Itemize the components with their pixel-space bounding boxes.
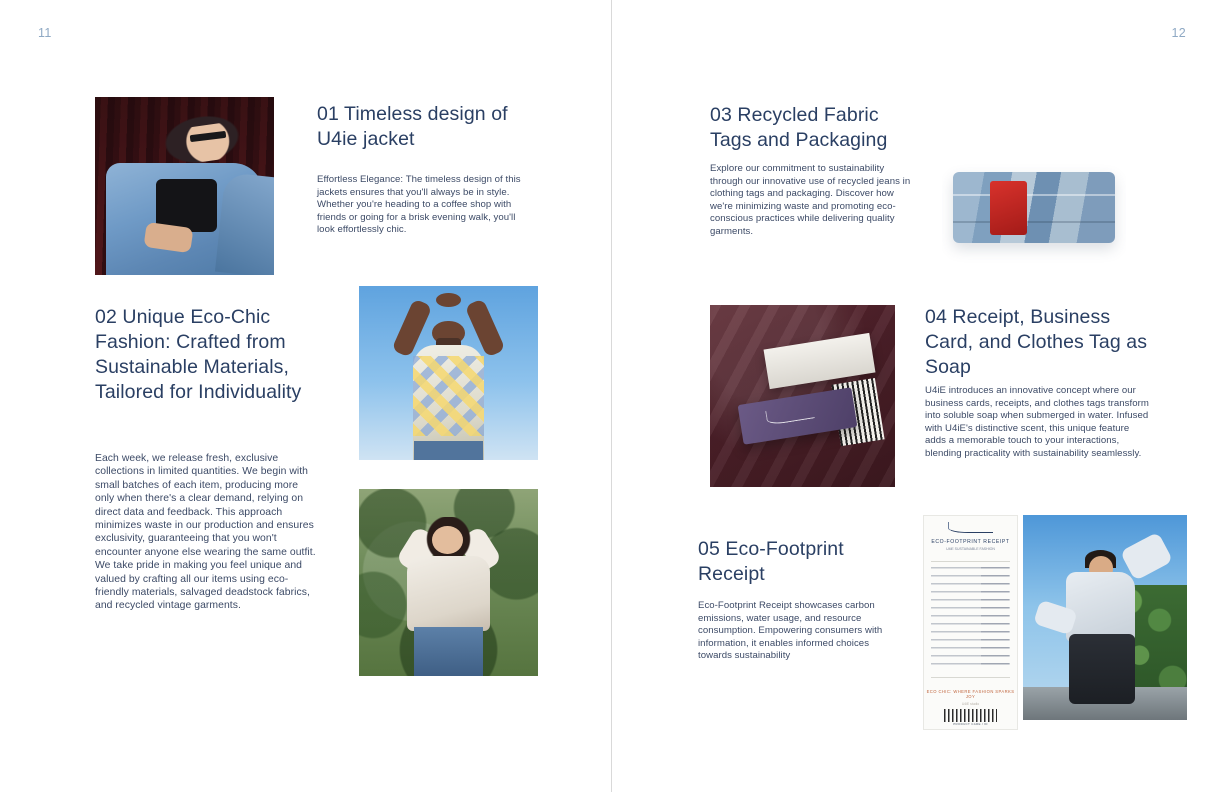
image-denim-stack <box>942 140 1126 275</box>
article-01-body: Effortless Elegance: The timeless design of this jackets ensures that you'll always be in style. Whether you're heading to a coffee shop with friends or going for a brisk evening walk, you'll look effortlessly chic. <box>317 174 521 236</box>
receipt-subtitle: U4iE SUSTAINABLE FASHION <box>946 546 995 551</box>
image-jumping-man <box>1023 515 1187 720</box>
image-silk-cards <box>710 305 895 487</box>
image-eco-receipt <box>923 515 1018 730</box>
receipt-slogan-sub: U4iE studio <box>961 701 980 706</box>
image-garden-sweater <box>359 489 538 676</box>
barcode-icon <box>944 709 996 722</box>
article-01-headline: 01 Timeless design of U4ie jacket <box>317 103 508 150</box>
image-sky-dancer <box>359 286 538 460</box>
page-number-left: 11 <box>38 26 52 40</box>
receipt-title: ECO-FOOTPRINT RECEIPT <box>931 539 1010 546</box>
image-jacket-portrait <box>95 97 274 275</box>
receipt-logo <box>948 522 993 533</box>
article-05-headline: 05 Eco-Footprint Receipt <box>698 538 844 585</box>
article-05-body: Eco-Footprint Receipt showcases carbon emissions, water usage, and resource consumption. Empowering consumers with information, it enables informed choices towards sustainability <box>698 600 883 662</box>
article-02-body: Each week, we release fresh, exclusive collections in limited quantities. We begin with small batches of each item, producing more only when there's a clear demand, relying on direct data and feedback. This approach minimizes waste in our production and ensures exclusivity, guaranteeing that you won't encounter anyone else wearing the same outfit. We take pride in making you feel unique and valued by crafting all our items using eco-friendly materials, salvaged deadstock fabrics, and recycled vintage garments. <box>95 453 316 612</box>
right-page <box>612 0 1224 792</box>
article-03-body: Explore our commitment to sustainability through our innovative use of recycled jeans in clothing tags and packaging. Discover how we're minimizing waste and promoting eco-conscious practices while delivering quality garments. <box>710 163 911 237</box>
article-04-headline: 04 Receipt, Business Card, and Clothes Tag as Soap <box>925 306 1148 378</box>
receipt-slogan: ECO CHIC: WHERE FASHION SPARKS JOY <box>926 689 1015 700</box>
receipt-barcode-label: PRODUCT CARE / ID <box>953 722 988 727</box>
article-04-body: U4iE introduces an innovative concept where our business cards, receipts, and clothes tags transform into soluble soap when submerged in water. Infused with U4iE's distinctive scent, this unique feature adds a memorable touch to your interactions, blending practicality with sustainability seamlessly. <box>925 385 1149 459</box>
page-number-right: 12 <box>1171 26 1186 40</box>
article-02-headline: 02 Unique Eco-Chic Fashion: Crafted from Sustainable Materials, Tailored for Individuality <box>95 306 302 403</box>
article-03-headline: 03 Recycled Fabric Tags and Packaging <box>710 104 888 151</box>
